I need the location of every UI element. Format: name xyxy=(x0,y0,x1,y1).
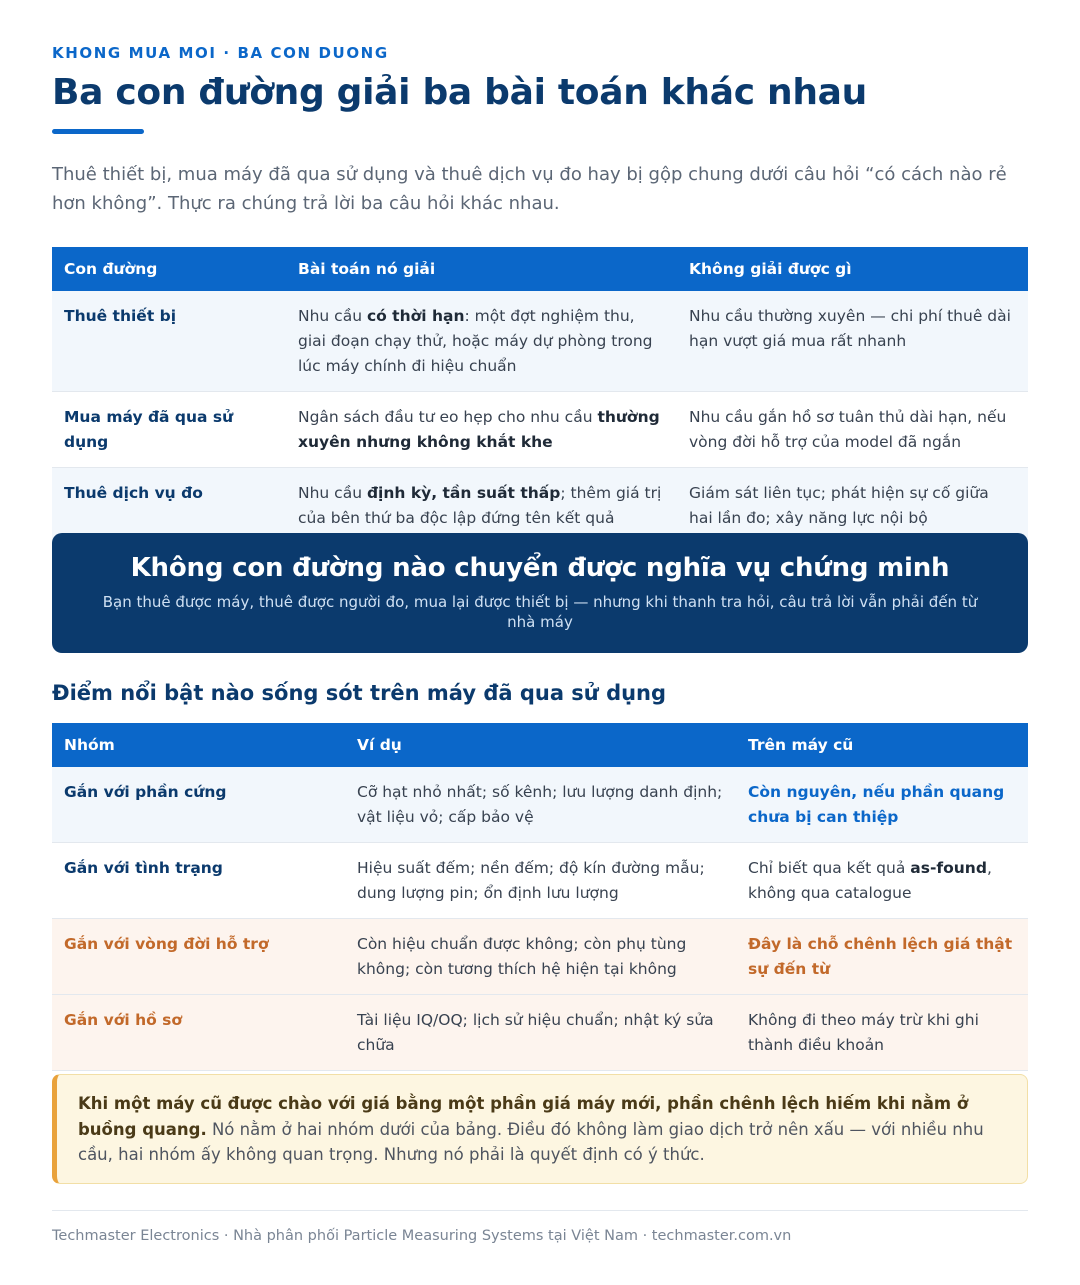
column-header-path: Con đường xyxy=(52,247,286,291)
key-message-banner xyxy=(52,533,1028,653)
table-row xyxy=(52,468,1028,544)
path-solves: Nhu cầu có thời hạn: một đợt nghiệm thu, giai đoạn chạy thử, hoặc máy dự phòng trong lúc máy chính đi hiệu chuẩn xyxy=(286,291,677,392)
group-name: Gắn với phần cứng xyxy=(52,767,345,843)
group-example: Cỡ hạt nhỏ nhất; số kênh; lưu lượng danh định; vật liệu vỏ; cấp bảo vệ xyxy=(345,767,736,843)
group-name: Gắn với tình trạng xyxy=(52,843,345,919)
path-fails: Nhu cầu thường xuyên — chi phí thuê dài hạn vượt giá mua rất nhanh xyxy=(677,291,1028,392)
callout-note xyxy=(52,1074,1028,1184)
column-header-group: Nhóm xyxy=(52,723,345,767)
section-heading: Điểm nổi bật nào sống sót trên máy đã qua sử dụng xyxy=(52,681,667,705)
group-example: Hiệu suất đếm; nền đếm; độ kín đường mẫu; dung lượng pin; ổn định lưu lượng xyxy=(345,843,736,919)
path-name: Mua máy đã qua sử dụng xyxy=(52,392,286,468)
group-example: Còn hiệu chuẩn được không; còn phụ tùng không; còn tương thích hệ hiện tại không xyxy=(345,919,736,995)
banner-subtitle: Bạn thuê được máy, thuê được người đo, mua lại được thiết bị — nhưng khi thanh tra hỏi, câu trả lời vẫn phải đến từ nhà máy xyxy=(102,593,978,631)
path-name: Thuê thiết bị xyxy=(52,291,286,392)
features-table xyxy=(52,723,1028,1071)
path-solves: Nhu cầu định kỳ, tần suất thấp; thêm giá trị của bên thứ ba độc lập đứng tên kết quả xyxy=(286,468,677,544)
table-row xyxy=(52,291,1028,392)
group-name: Gắn với vòng đời hỗ trợ xyxy=(52,919,345,995)
table-row xyxy=(52,919,1028,995)
paths-table xyxy=(52,247,1028,543)
column-header-used: Trên máy cũ xyxy=(736,723,1028,767)
path-solves: Ngân sách đầu tư eo hẹp cho nhu cầu thường xuyên nhưng không khắt khe xyxy=(286,392,677,468)
path-fails: Nhu cầu gắn hồ sơ tuân thủ dài hạn, nếu vòng đời hỗ trợ của model đã ngắn xyxy=(677,392,1028,468)
group-used-status: Đây là chỗ chênh lệch giá thật sự đến từ xyxy=(736,919,1028,995)
group-name: Gắn với hồ sơ xyxy=(52,995,345,1071)
group-used-status: Chỉ biết qua kết quả as-found, không qua catalogue xyxy=(736,843,1028,919)
callout-strong-text: Khi một máy cũ được chào với giá bằng một phần giá máy mới, phần chênh lệch hiếm khi nằm ở buồng quang. xyxy=(78,1094,969,1139)
callout-body-text: Nó nằm ở hai nhóm dưới của bảng. Điều đó không làm giao dịch trở nên xấu — với nhiều nhu cầu, hai nhóm ấy không quan trọng. Nhưng nó phải là quyết định có ý thức. xyxy=(78,1119,984,1164)
path-fails: Giám sát liên tục; phát hiện sự cố giữa hai lần đo; xây năng lực nội bộ xyxy=(677,468,1028,544)
table-row xyxy=(52,392,1028,468)
column-header-example: Ví dụ xyxy=(345,723,736,767)
column-header-solves: Bài toán nó giải xyxy=(286,247,677,291)
footer-text: Techmaster Electronics · Nhà phân phối Particle Measuring Systems tại Việt Nam · techmaster.com.vn xyxy=(52,1228,792,1244)
page-title: Ba con đường giải ba bài toán khác nhau xyxy=(52,72,867,113)
group-used-status: Còn nguyên, nếu phần quang chưa bị can thiệp xyxy=(736,767,1028,843)
title-accent-bar xyxy=(52,129,144,134)
intro-paragraph: Thuê thiết bị, mua máy đã qua sử dụng và thuê dịch vụ đo hay bị gộp chung dưới câu hỏi “có cách nào rẻ hơn không”. Thực ra chúng trả lời ba câu hỏi khác nhau. xyxy=(52,164,1007,214)
table-header-row xyxy=(52,247,1028,291)
column-header-fails: Không giải được gì xyxy=(677,247,1028,291)
group-example: Tài liệu IQ/OQ; lịch sử hiệu chuẩn; nhật ký sửa chữa xyxy=(345,995,736,1071)
banner-title: Không con đường nào chuyển được nghĩa vụ chứng minh xyxy=(130,553,950,583)
table-row xyxy=(52,843,1028,919)
table-row xyxy=(52,767,1028,843)
table-header-row xyxy=(52,723,1028,767)
table-row xyxy=(52,995,1028,1071)
footer-divider xyxy=(52,1210,1028,1211)
path-name: Thuê dịch vụ đo xyxy=(52,468,286,544)
eyebrow: KHONG MUA MOI · BA CON DUONG xyxy=(52,44,389,62)
group-used-status: Không đi theo máy trừ khi ghi thành điều khoản xyxy=(736,995,1028,1071)
